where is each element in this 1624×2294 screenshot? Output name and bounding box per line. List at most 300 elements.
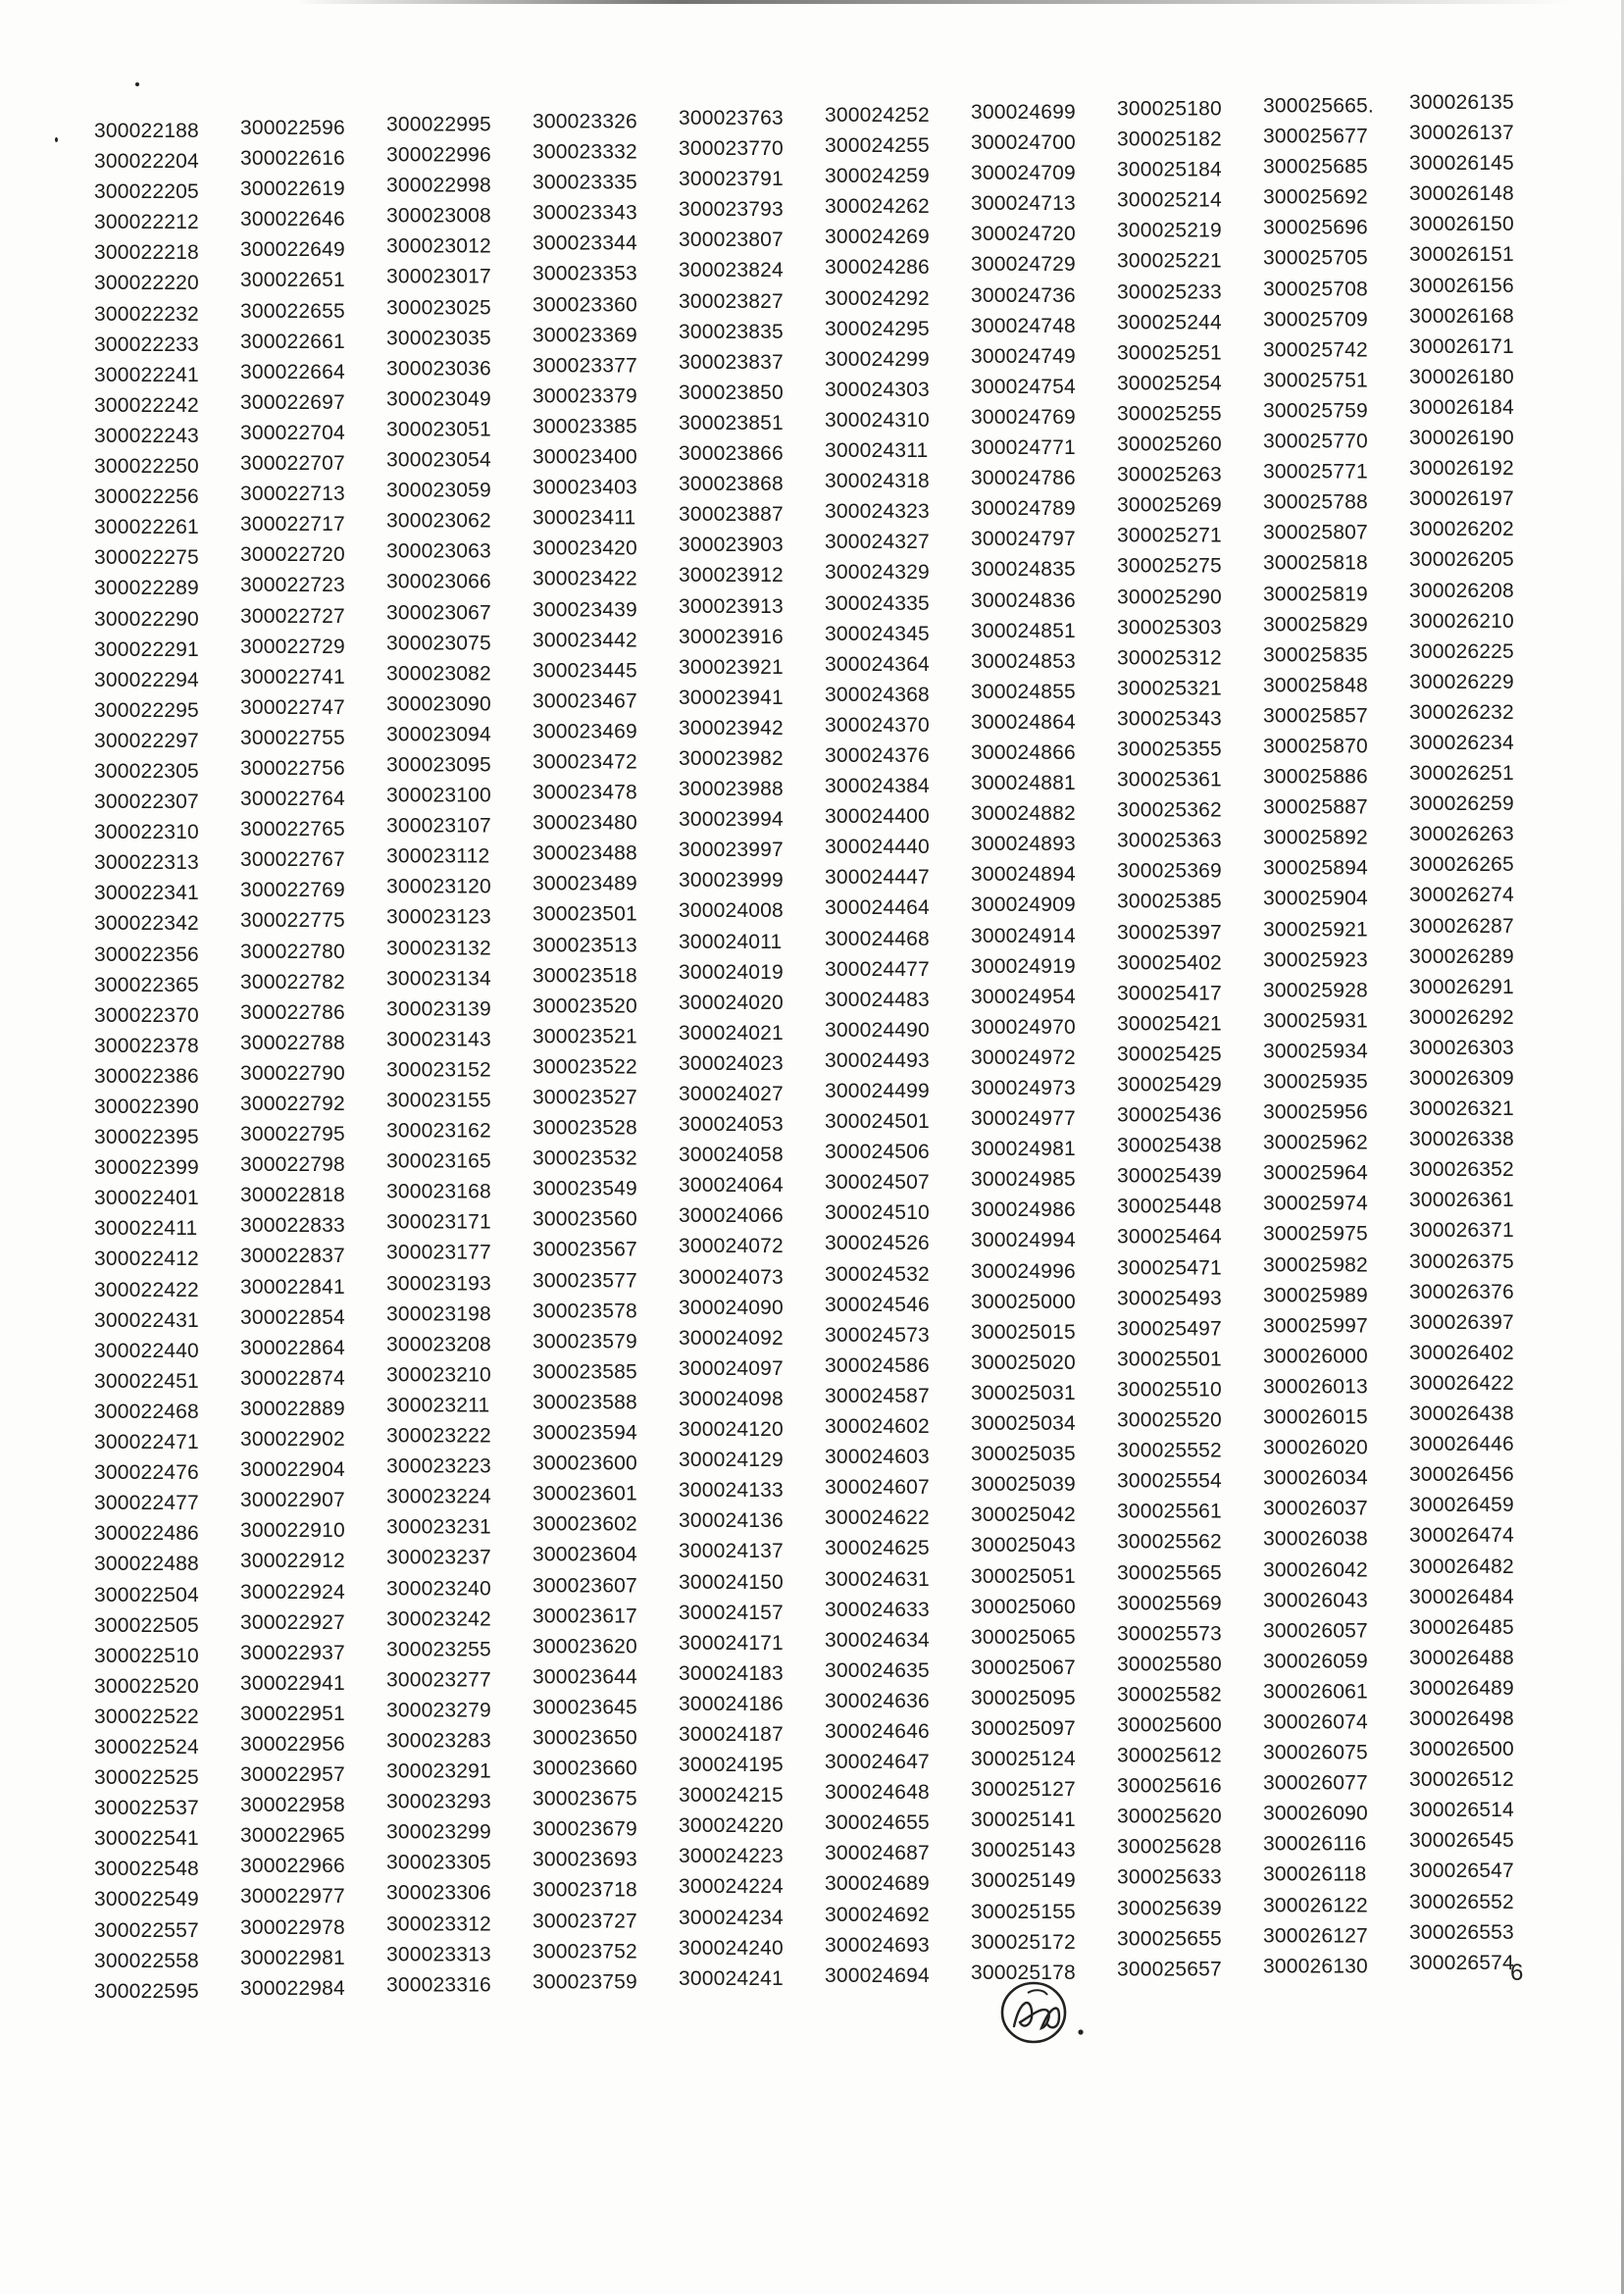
roll-number: 300026485 [1409, 1615, 1514, 1639]
roll-number: 300023420 [533, 536, 637, 560]
roll-number: 300025051 [971, 1564, 1076, 1588]
roll-number: 300024881 [971, 771, 1076, 794]
roll-number: 300024215 [679, 1784, 784, 1808]
roll-number: 300026232 [1409, 701, 1514, 725]
roll-number: 300025921 [1263, 917, 1368, 941]
roll-number: 300023588 [533, 1391, 637, 1414]
roll-number: 300022956 [240, 1732, 345, 1756]
roll-number: 300022290 [94, 607, 199, 631]
roll-number: 300025565 [1117, 1561, 1222, 1585]
roll-number: 300025657 [1117, 1958, 1222, 1981]
number-column [1409, 87, 1555, 1978]
roll-number: 300023807 [679, 229, 784, 252]
roll-number: 300025464 [1117, 1226, 1222, 1249]
roll-number: 300025554 [1117, 1469, 1222, 1493]
roll-number: 300026074 [1263, 1710, 1368, 1734]
roll-number: 300024011 [679, 930, 783, 953]
roll-number: 300023617 [533, 1604, 637, 1627]
roll-number: 300023067 [386, 601, 491, 625]
roll-number: 300023472 [533, 750, 637, 774]
roll-number: 300023332 [533, 140, 637, 164]
roll-number: 300026512 [1409, 1768, 1514, 1792]
roll-number: 300022549 [94, 1888, 199, 1912]
roll-number: 300026150 [1409, 213, 1514, 236]
roll-number: 300022924 [240, 1580, 345, 1604]
roll-number: 300024447 [825, 866, 930, 890]
roll-number: 300022874 [240, 1366, 345, 1390]
number-column [533, 106, 679, 1997]
roll-number: 300025141 [971, 1809, 1076, 1832]
roll-number: 300023752 [533, 1940, 637, 1963]
roll-number: 300022204 [94, 150, 199, 174]
roll-number: 300023223 [386, 1454, 491, 1478]
roll-number: 300026547 [1409, 1860, 1514, 1883]
roll-number: 300022729 [240, 635, 345, 658]
roll-number: 300025067 [971, 1656, 1076, 1679]
roll-number: 300024483 [825, 988, 930, 1011]
roll-number: 300024635 [825, 1658, 930, 1682]
roll-number: 300023279 [386, 1699, 491, 1722]
roll-number: 300024909 [971, 893, 1076, 917]
roll-number: 300025677 [1263, 125, 1368, 148]
roll-number: 300023090 [386, 692, 491, 716]
roll-number: 300022798 [240, 1152, 345, 1176]
roll-number: 300022616 [240, 146, 345, 170]
roll-number: 300022937 [240, 1641, 345, 1664]
roll-number: 300022978 [240, 1915, 345, 1939]
roll-number: 300025471 [1117, 1256, 1222, 1280]
roll-number: 300023532 [533, 1147, 637, 1170]
roll-number: 300025708 [1263, 277, 1368, 300]
roll-number: 300023579 [533, 1330, 637, 1353]
roll-number: 300026234 [1409, 732, 1514, 755]
roll-number: 300026038 [1263, 1527, 1368, 1551]
roll-number: 300025771 [1263, 460, 1368, 484]
roll-number: 300025770 [1263, 430, 1368, 453]
roll-number: 300022451 [94, 1369, 199, 1393]
roll-number: 300023134 [386, 967, 491, 991]
roll-number: 300023177 [386, 1242, 491, 1265]
roll-number: 300024133 [679, 1479, 784, 1503]
roll-number: 300023513 [533, 933, 637, 956]
roll-number: 300025031 [971, 1381, 1076, 1404]
roll-number: 300024986 [971, 1198, 1076, 1222]
roll-number: 300022775 [240, 909, 345, 933]
roll-number: 300022764 [240, 787, 345, 810]
roll-number: 300024440 [825, 836, 930, 859]
roll-number: 300023012 [386, 234, 491, 258]
roll-number: 300023488 [533, 841, 637, 865]
roll-number: 300025562 [1117, 1531, 1222, 1555]
roll-number: 300026488 [1409, 1646, 1514, 1669]
number-column [1117, 94, 1263, 1985]
roll-number: 300023155 [386, 1089, 491, 1112]
roll-number: 300025127 [971, 1777, 1076, 1801]
roll-number: 300025260 [1117, 433, 1222, 456]
roll-number: 300024855 [971, 680, 1076, 703]
roll-number: 300026171 [1409, 334, 1514, 358]
roll-number: 300024996 [971, 1259, 1076, 1283]
roll-number: 300022661 [240, 330, 345, 353]
roll-number: 300022297 [94, 729, 199, 752]
roll-number: 300024064 [679, 1174, 784, 1198]
roll-number: 300025692 [1263, 185, 1368, 209]
roll-number: 300024023 [679, 1052, 784, 1076]
number-column [1263, 90, 1409, 1981]
roll-number: 300025065 [971, 1625, 1076, 1649]
roll-number: 300024769 [971, 405, 1076, 429]
roll-number: 300025931 [1263, 1009, 1368, 1033]
roll-number: 300024501 [825, 1110, 930, 1134]
roll-number: 300023344 [533, 231, 637, 255]
roll-number: 300022242 [94, 393, 199, 417]
roll-number: 300023866 [679, 442, 784, 466]
roll-number: 300023445 [533, 659, 637, 683]
roll-number: 300024295 [825, 317, 930, 340]
roll-number: 300023306 [386, 1882, 491, 1906]
roll-number: 300023997 [679, 839, 784, 862]
roll-number: 300024252 [825, 104, 930, 127]
roll-number: 300022411 [94, 1217, 198, 1241]
roll-number: 300023913 [679, 594, 784, 618]
roll-number: 300025385 [1117, 891, 1222, 914]
roll-number: 300025448 [1117, 1195, 1222, 1218]
roll-number: 300025042 [971, 1504, 1076, 1527]
roll-number: 300026225 [1409, 639, 1514, 663]
roll-number: 300024981 [971, 1137, 1076, 1160]
roll-number: 300023675 [533, 1787, 637, 1810]
roll-number: 300025095 [971, 1686, 1076, 1709]
roll-number: 300024220 [679, 1814, 784, 1838]
roll-number: 300026574 [1409, 1951, 1514, 1974]
roll-number: 300025620 [1117, 1805, 1222, 1828]
roll-number: 300026309 [1409, 1067, 1514, 1091]
roll-number: 300023727 [533, 1909, 637, 1932]
roll-number: 300026116 [1263, 1832, 1367, 1856]
roll-number: 300026489 [1409, 1677, 1514, 1701]
roll-number: 300024129 [679, 1449, 784, 1472]
roll-number: 300024973 [971, 1076, 1076, 1099]
roll-number: 300026287 [1409, 914, 1514, 938]
roll-number: 300026034 [1263, 1466, 1368, 1490]
roll-number: 300022717 [240, 513, 345, 536]
roll-number: 300024634 [825, 1628, 930, 1652]
roll-number: 300025886 [1263, 765, 1368, 789]
roll-number: 300025182 [1117, 127, 1222, 151]
roll-number: 300025616 [1117, 1774, 1222, 1798]
roll-number: 300026376 [1409, 1280, 1514, 1303]
roll-number: 300026553 [1409, 1920, 1514, 1944]
roll-number: 300023165 [386, 1149, 491, 1173]
roll-number: 300022697 [240, 390, 345, 414]
roll-number: 300025143 [971, 1839, 1076, 1862]
roll-number: 300022401 [94, 1187, 199, 1210]
roll-number: 300024186 [679, 1693, 784, 1716]
roll-number: 300023094 [386, 723, 491, 746]
roll-number: 300026127 [1263, 1924, 1368, 1948]
roll-number: 300025271 [1117, 524, 1222, 547]
roll-number: 300024835 [971, 558, 1076, 582]
roll-number: 300022188 [94, 120, 199, 142]
roll-number: 300024646 [825, 1719, 930, 1743]
roll-number: 300025421 [1117, 1012, 1222, 1036]
roll-number: 300025552 [1117, 1439, 1222, 1462]
roll-number: 300023112 [386, 844, 490, 868]
roll-number: 300024224 [679, 1875, 784, 1899]
roll-number: 300022996 [386, 143, 491, 167]
roll-number: 300024607 [825, 1476, 930, 1500]
roll-number: 300024310 [825, 408, 930, 432]
roll-number: 300024603 [825, 1446, 930, 1469]
roll-number: 300023644 [533, 1665, 637, 1689]
roll-number: 300024477 [825, 957, 930, 981]
roll-number: 300025219 [1117, 219, 1222, 242]
roll-number: 300023942 [679, 717, 784, 740]
roll-number: 300022902 [240, 1427, 345, 1451]
roll-number: 300025369 [1117, 859, 1222, 883]
roll-number: 300023025 [386, 296, 491, 320]
roll-number: 300022941 [240, 1671, 345, 1695]
roll-number: 300022595 [94, 1979, 199, 2003]
roll-number: 300023868 [679, 473, 784, 496]
roll-number: 300023198 [386, 1302, 491, 1326]
roll-number: 300025857 [1263, 704, 1368, 728]
roll-number: 300023377 [533, 354, 637, 378]
roll-number: 300025034 [971, 1411, 1076, 1435]
roll-number: 300025887 [1263, 795, 1368, 819]
roll-number: 300024506 [825, 1141, 930, 1164]
roll-number: 300024327 [825, 531, 930, 554]
roll-number: 300022792 [240, 1092, 345, 1115]
roll-number: 300024647 [825, 1751, 930, 1774]
roll-number: 300023343 [533, 201, 637, 225]
roll-number: 300025705 [1263, 246, 1368, 270]
roll-number: 300025275 [1117, 555, 1222, 579]
signature [990, 1971, 1118, 2050]
roll-number: 300022707 [240, 451, 345, 475]
roll-number: 300024771 [971, 435, 1076, 459]
roll-number: 300024240 [679, 1936, 784, 1960]
roll-number: 300024150 [679, 1570, 784, 1594]
roll-number: 300026552 [1409, 1890, 1514, 1913]
roll-number: 300023411 [533, 506, 636, 530]
roll-number: 300026137 [1409, 122, 1514, 145]
roll-number: 300026013 [1263, 1375, 1368, 1399]
roll-number: 300024631 [825, 1567, 930, 1591]
roll-number: 300024586 [825, 1353, 930, 1377]
roll-number: 300023051 [386, 418, 491, 441]
roll-number: 300022386 [94, 1064, 199, 1088]
roll-number: 300025975 [1263, 1222, 1368, 1246]
roll-number: 300023693 [533, 1848, 637, 1871]
roll-number: 300023100 [386, 784, 491, 807]
roll-number: 300026042 [1263, 1557, 1368, 1581]
roll-number: 300024510 [825, 1201, 930, 1225]
roll-number: 300024262 [825, 195, 930, 219]
roll-number: 300024259 [825, 165, 930, 188]
roll-number: 300023075 [386, 632, 491, 655]
roll-number: 300026456 [1409, 1463, 1514, 1487]
roll-number: 300023400 [533, 445, 637, 469]
roll-number: 300024700 [971, 130, 1076, 154]
roll-number: 300024329 [825, 561, 930, 585]
roll-number: 300022767 [240, 848, 345, 872]
roll-number: 300025685 [1263, 155, 1368, 178]
roll-number: 300023887 [679, 503, 784, 527]
roll-number: 300023231 [386, 1515, 491, 1539]
roll-number: 300023824 [679, 259, 784, 282]
roll-number: 300023988 [679, 778, 784, 801]
roll-number: 300024066 [679, 1204, 784, 1228]
roll-number: 300025039 [971, 1473, 1076, 1497]
roll-number: 300024020 [679, 991, 784, 1014]
roll-number: 300024693 [825, 1933, 930, 1957]
roll-number: 300022747 [240, 695, 345, 719]
roll-number: 300023835 [679, 320, 784, 343]
roll-number: 300026015 [1263, 1405, 1368, 1429]
roll-number: 300023062 [386, 509, 491, 533]
roll-number: 300026251 [1409, 762, 1514, 786]
roll-number: 300024223 [679, 1845, 784, 1868]
roll-number: 300024183 [679, 1661, 784, 1685]
roll-number: 300026059 [1263, 1650, 1368, 1673]
roll-number: 300024786 [971, 466, 1076, 489]
roll-number: 300024234 [679, 1906, 784, 1929]
roll-number: 300023036 [386, 357, 491, 381]
roll-number: 300026438 [1409, 1402, 1514, 1426]
roll-number: 300022522 [94, 1705, 199, 1728]
roll-number: 300024021 [679, 1022, 784, 1045]
roll-number: 300025612 [1117, 1744, 1222, 1767]
roll-number: 300026352 [1409, 1158, 1514, 1182]
roll-number: 300022854 [240, 1305, 345, 1329]
roll-number: 300023994 [679, 808, 784, 832]
roll-number: 300025020 [971, 1351, 1076, 1374]
roll-number: 300025436 [1117, 1103, 1222, 1127]
number-column [240, 113, 386, 2004]
roll-number: 300023291 [386, 1759, 491, 1783]
roll-number: 300023168 [386, 1180, 491, 1203]
roll-number: 300025493 [1117, 1287, 1222, 1310]
roll-number: 300023035 [386, 327, 491, 350]
roll-number: 300025569 [1117, 1592, 1222, 1615]
roll-number: 300026303 [1409, 1037, 1514, 1060]
roll-number: 300024098 [679, 1388, 784, 1411]
roll-number: 300022864 [240, 1336, 345, 1359]
scan-top-edge [294, 0, 1569, 4]
roll-number: 300022468 [94, 1400, 199, 1423]
roll-number: 300025582 [1117, 1683, 1222, 1707]
roll-number: 300024713 [971, 192, 1076, 216]
roll-number: 300024384 [825, 775, 930, 798]
roll-number: 300024994 [971, 1229, 1076, 1252]
roll-number: 300023208 [386, 1333, 491, 1356]
roll-number: 300025964 [1263, 1161, 1368, 1185]
roll-number: 300022524 [94, 1735, 199, 1759]
roll-number: 300023063 [386, 539, 491, 563]
roll-number: 300023489 [533, 872, 637, 895]
roll-number: 300023143 [386, 1028, 491, 1051]
roll-number: 300023916 [679, 625, 784, 648]
roll-number: 300024311 [825, 439, 929, 463]
roll-number: 300023770 [679, 137, 784, 161]
roll-number: 300022596 [240, 116, 345, 139]
roll-number: 300024097 [679, 1357, 784, 1381]
roll-number: 300026000 [1263, 1345, 1368, 1368]
roll-number: 300023222 [386, 1424, 491, 1448]
roll-number: 300025894 [1263, 856, 1368, 880]
roll-number: 300023650 [533, 1726, 637, 1750]
roll-number: 300024493 [825, 1048, 930, 1072]
roll-number: 300025628 [1117, 1835, 1222, 1859]
roll-number: 300022310 [94, 821, 199, 844]
roll-number: 300024532 [825, 1262, 930, 1286]
roll-number: 300026122 [1263, 1893, 1368, 1916]
roll-number: 300023008 [386, 204, 491, 228]
roll-number: 300025962 [1263, 1131, 1368, 1154]
roll-number: 300025343 [1117, 707, 1222, 731]
roll-number: 300022655 [240, 299, 345, 323]
roll-number: 300023162 [386, 1119, 491, 1143]
roll-number: 300022241 [94, 363, 199, 386]
roll-number: 300022649 [240, 238, 345, 262]
number-column [679, 103, 825, 1994]
roll-number: 300023912 [679, 564, 784, 587]
roll-number: 300024370 [825, 713, 930, 737]
roll-number: 300022232 [94, 302, 199, 326]
roll-number: 300024836 [971, 588, 1076, 612]
roll-number: 300023385 [533, 415, 637, 438]
roll-number: 300024072 [679, 1235, 784, 1258]
roll-number: 300023305 [386, 1851, 491, 1874]
roll-number: 300022786 [240, 1000, 345, 1024]
roll-number: 300024400 [825, 805, 930, 829]
roll-number: 300024092 [679, 1326, 784, 1350]
roll-number: 300023139 [386, 997, 491, 1021]
roll-number: 300023791 [679, 168, 784, 191]
roll-number: 300024853 [971, 649, 1076, 673]
roll-number: 300024692 [825, 1903, 930, 1926]
roll-number: 300022833 [240, 1214, 345, 1238]
roll-number: 300026192 [1409, 457, 1514, 481]
roll-number: 300026482 [1409, 1555, 1514, 1578]
roll-number: 300023326 [533, 110, 637, 133]
roll-number: 300023312 [386, 1912, 491, 1936]
roll-number: 300024323 [825, 500, 930, 524]
roll-number: 300023255 [386, 1638, 491, 1661]
roll-number: 300024090 [679, 1296, 784, 1319]
roll-number: 300022619 [240, 177, 345, 200]
roll-number: 300022998 [386, 174, 491, 197]
roll-number: 300024546 [825, 1293, 930, 1316]
roll-number: 300023152 [386, 1058, 491, 1082]
roll-number: 300025600 [1117, 1713, 1222, 1737]
roll-number: 300022720 [240, 543, 345, 567]
roll-number: 300023095 [386, 753, 491, 777]
roll-number: 300026291 [1409, 975, 1514, 998]
roll-number: 300026321 [1409, 1097, 1514, 1121]
roll-number: 300022782 [240, 970, 345, 994]
roll-number: 300022957 [240, 1762, 345, 1786]
roll-number: 300025997 [1263, 1314, 1368, 1338]
number-column [971, 97, 1117, 1988]
roll-number: 300024376 [825, 743, 930, 767]
roll-number: 300026145 [1409, 152, 1514, 176]
roll-number: 300026402 [1409, 1342, 1514, 1365]
roll-number: 300024985 [971, 1168, 1076, 1192]
roll-number: 300026057 [1263, 1619, 1368, 1643]
roll-number: 300025015 [971, 1320, 1076, 1344]
